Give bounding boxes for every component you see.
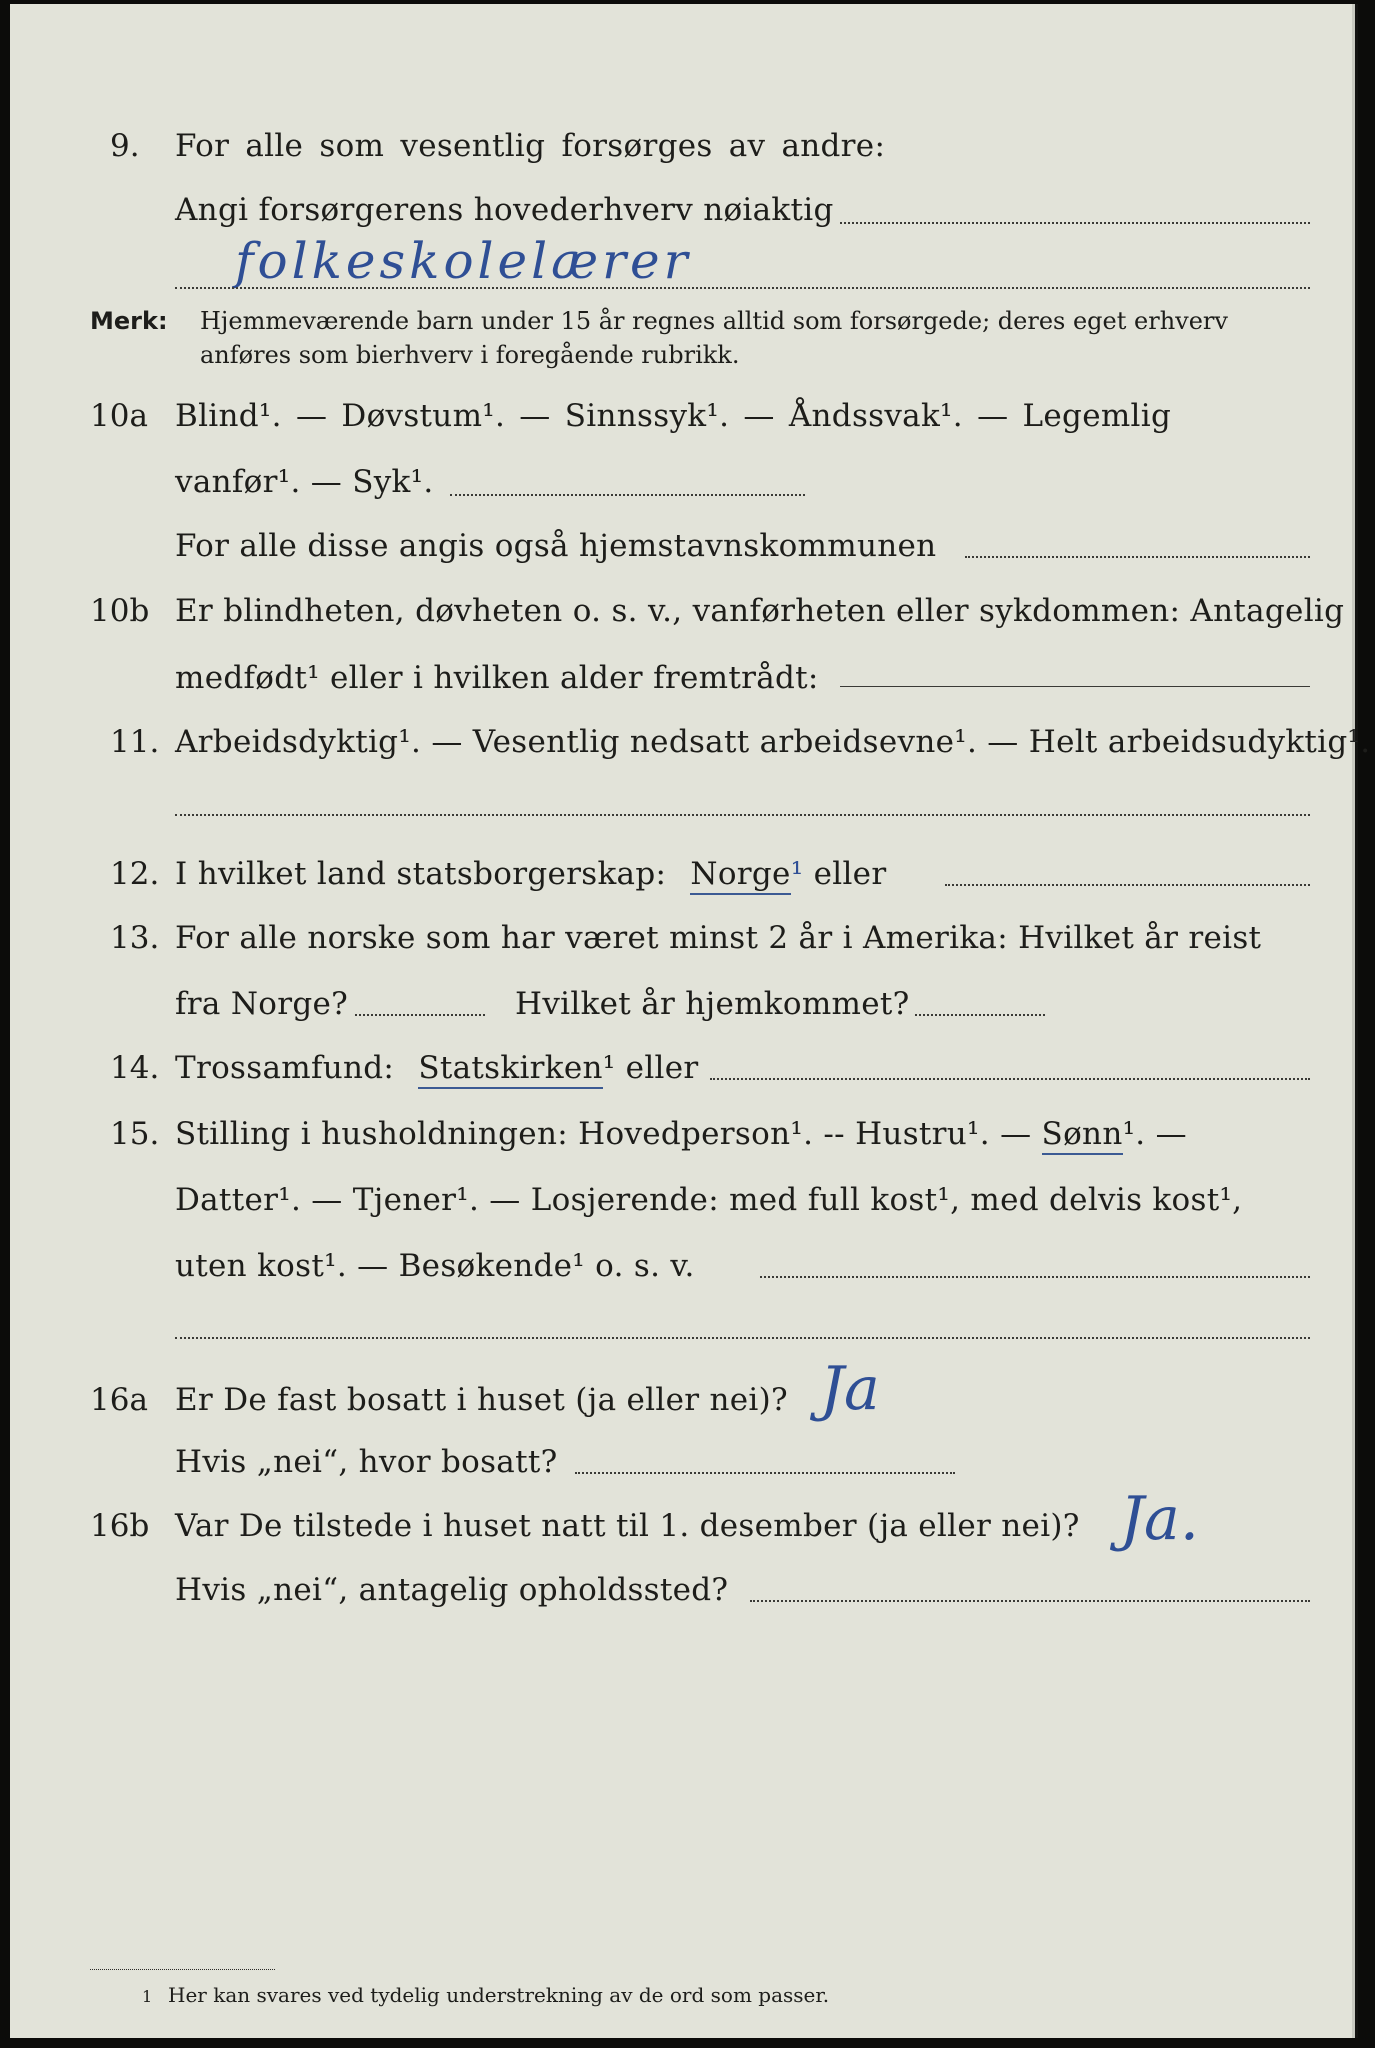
q12-sup: ¹ [790, 856, 804, 892]
footnote-marker: 1 [142, 1987, 153, 2006]
q9-line1: For alle som vesentlig forsørges av andre: [175, 128, 886, 164]
q16b-line2: Hvis „nei“, antagelig opholdssted? [175, 1572, 729, 1608]
q16a-number: 16a [90, 1382, 148, 1418]
q10b-answer-line [840, 686, 1310, 687]
q11-number: 11. [110, 724, 160, 760]
q14-prefix: Trossamfund: [175, 1050, 395, 1086]
merk-line2: anføres som bierhverv i foregående rubrikk. [200, 341, 740, 369]
q15-line3: uten kost¹. — Besøkende¹ o. s. v. [175, 1248, 695, 1284]
q14-number: 14. [110, 1050, 160, 1086]
q10a-number: 10a [90, 398, 148, 434]
q9-line2: Angi forsørgerens hovederhverv nøiaktig [175, 192, 834, 228]
q9-answer-line [840, 222, 1310, 224]
q10a-line2: vanfør¹. — Syk¹. [175, 464, 434, 500]
q16a-handwritten-answer: Ja [820, 1354, 880, 1424]
q15-answer-line [175, 1337, 1310, 1339]
q15-line2: Datter¹. — Tjener¹. — Losjerende: med full kost¹, med delvis kost¹, [175, 1182, 1243, 1218]
q10a-line3: For alle disse angis også hjemstavnskommunen [175, 528, 937, 564]
q14-suffix: eller [625, 1050, 699, 1086]
q13-hjemkommet-line [915, 1014, 1045, 1016]
footnote-text: Her kan svares ved tydelig understrekning av de ord som passer. [168, 1983, 830, 2007]
q13-line2a: fra Norge? [175, 986, 349, 1022]
q9-number: 9. [110, 128, 140, 164]
q13-line2b: Hvilket år hjemkommet? [515, 986, 910, 1022]
merk-label: Merk: [90, 307, 168, 335]
census-form-page [10, 4, 1371, 2038]
q10b-line1: Er blindheten, døvheten o. s. v., vanførheten eller sykdommen: Antagelig [175, 593, 1345, 629]
q12-suffix: eller [813, 856, 887, 892]
merk-line1: Hjemmeværende barn under 15 år regnes alltid som forsørgede; deres eget erhverv [200, 307, 1228, 335]
q14-text [175, 1048, 699, 1088]
q11-line1: Arbeidsdyktig¹. — Vesentlig nedsatt arbeidsevne¹. — Helt arbeidsudyktig¹. [175, 724, 1371, 760]
q10a-kommune-line [965, 556, 1310, 558]
q16b-number: 16b [90, 1508, 150, 1544]
q12-other-line [945, 884, 1310, 886]
q14-other-line [710, 1078, 1310, 1080]
q12-prefix: I hvilket land statsborgerskap: [175, 856, 667, 892]
q16a-line2: Hvis „nei“, hvor bosatt? [175, 1444, 558, 1480]
q16b-line1: Var De tilstede i huset natt til 1. desember (ja eller nei)? [175, 1508, 1080, 1544]
q12-answer-norge: Norge [690, 856, 790, 895]
q16b-handwritten-answer: Ja. [1120, 1484, 1199, 1554]
q11-answer-line [175, 814, 1310, 816]
q10a-line1: Blind¹. — Døvstum¹. — Sinnssyk¹. — Åndssvak¹. — Legemlig [175, 398, 1172, 434]
q16a-bosatt-line [575, 1472, 955, 1474]
q15-number: 15. [110, 1116, 160, 1152]
q12-text [175, 854, 886, 894]
q10a-syk-line [450, 494, 805, 496]
footnote-rule [90, 1969, 275, 1970]
q15-line1a: Stilling i husholdningen: Hovedperson¹. -- Hustru¹. — [175, 1116, 1032, 1152]
q15-line1 [175, 1114, 1187, 1154]
q15-line1b: ¹. — [1122, 1116, 1187, 1152]
q15-line3-dots [760, 1276, 1310, 1278]
q9-handwritten-answer: folkeskolelærer [235, 232, 692, 290]
q14-sup: ¹ [602, 1050, 616, 1086]
q16a-line1: Er De fast bosatt i huset (ja eller nei)? [175, 1382, 788, 1418]
q14-answer-statskirken: Statskirken [418, 1050, 602, 1089]
q13-reist-line [355, 1014, 485, 1016]
q13-number: 13. [110, 920, 160, 956]
q16b-opholdssted-line [750, 1600, 1310, 1602]
q15-answer-sonn: Sønn [1042, 1116, 1123, 1155]
q9-answer-line-2 [175, 287, 1310, 289]
q12-number: 12. [110, 856, 160, 892]
q10b-number: 10b [90, 593, 150, 629]
q10b-line2: medfødt¹ eller i hvilken alder fremtrådt: [175, 660, 819, 696]
margin-shadow [1352, 4, 1358, 2038]
q13-line1: For alle norske som har været minst 2 år i Amerika: Hvilket år reist [175, 920, 1262, 956]
